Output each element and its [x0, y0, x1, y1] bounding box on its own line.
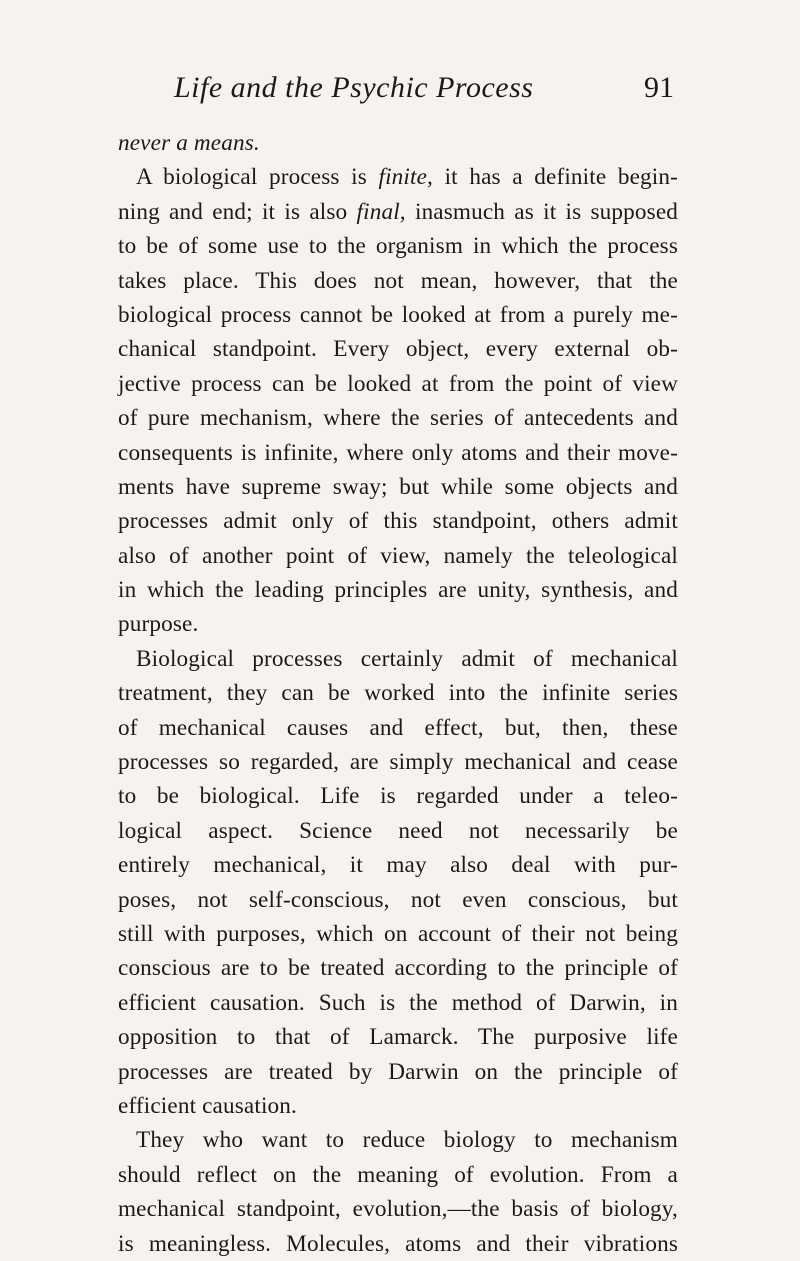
text-line: processes admit only of this standpoint, others admit [118, 508, 678, 535]
text-line: consequents is infinite, where only atoms and their move- [118, 439, 678, 466]
text-line: takes place. This does not mean, however, that the [118, 267, 678, 294]
text-line: efficient causation. Such is the method of Darwin, in [118, 989, 678, 1016]
text-line: logical aspect. Science need not necessarily be [118, 817, 678, 844]
emphasis-finite: finite, [378, 164, 433, 191]
text-line: poses, not self-conscious, not even conscious, but [118, 886, 678, 913]
text-line: treatment, they can be worked into the infinite series [118, 680, 678, 707]
text-line: still with purposes, which on account of their not being [118, 920, 678, 947]
text-line: entirely mechanical, it may also deal with pur- [118, 852, 678, 879]
body-text [118, 126, 678, 1261]
text-line: is meaningless. Molecules, atoms and their vibrations [118, 1230, 678, 1257]
text-line: of pure mechanism, where the series of antecedents and [118, 405, 678, 432]
text-line: They who want to reduce biology to mechanism [136, 1127, 678, 1154]
text-line: processes so regarded, are simply mechanical and cease [118, 749, 678, 776]
running-header-title: Life and the Psychic Process [174, 71, 534, 104]
text-line: efficient causation. [118, 1092, 297, 1119]
text-line: chanical standpoint. Every object, every external ob- [118, 336, 678, 363]
running-header [118, 68, 674, 108]
text-line: jective process can be looked at from the point of view [118, 370, 678, 397]
text-line: of mechanical causes and effect, but, then, these [118, 714, 678, 741]
text-line: ning and end; it is also final, inasmuch as it is supposed [118, 198, 679, 225]
emphasis-final: final, [356, 198, 406, 225]
text-line: biological process cannot be looked at from a purely me- [118, 301, 678, 328]
text-line: purpose. [118, 611, 199, 638]
text-line: Biological processes certainly admit of mechanical [136, 645, 678, 672]
text-line: opposition to that of Lamarck. The purposive life [118, 1024, 678, 1051]
text-line: processes are treated by Darwin on the principle of [118, 1058, 678, 1085]
text-line: in which the leading principles are unity, synthesis, and [118, 577, 678, 604]
text-line: ments have supreme sway; but while some objects and [118, 473, 678, 500]
text-line: should reflect on the meaning of evolution. From a [118, 1161, 678, 1188]
text-line: to be of some use to the organism in which the process [118, 233, 678, 260]
text-line: A biological process is finite, it has a definite begin- [136, 164, 678, 191]
text-line: to be biological. Life is regarded under a teleo- [118, 783, 678, 810]
text-line: never a means. [118, 130, 260, 156]
text-line: mechanical standpoint, evolution,—the basis of biology, [118, 1196, 678, 1223]
page-number: 91 [644, 71, 674, 104]
text-line: conscious are to be treated according to the principle of [118, 955, 678, 982]
text-line: also of another point of view, namely the teleological [118, 542, 678, 569]
